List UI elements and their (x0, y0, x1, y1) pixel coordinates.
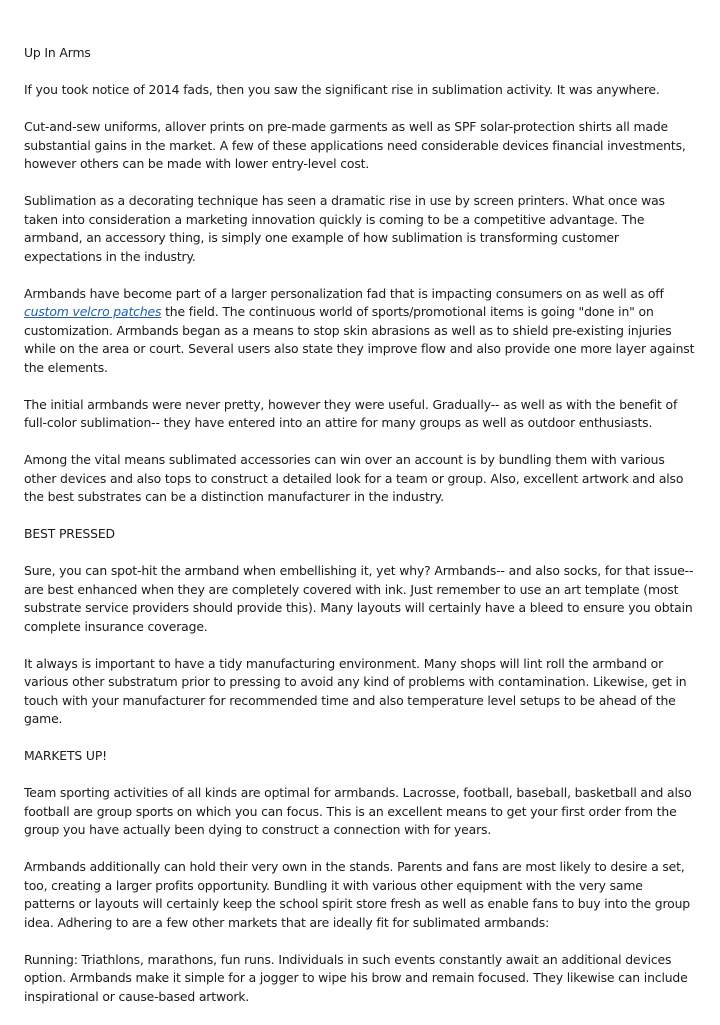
paragraph-team-sports: Team sporting activities of all kinds are optimal for armbands. Lacrosse, football, baseball, basketball and also football are group sports on which you can focus. This is an excellent means to get your first order from the group you have actually been dying to construct a connection with for years. (24, 785, 692, 837)
paragraph-personalization-start: Armbands have become part of a larger personalization fad that is impacting consumers on as well as off (24, 285, 664, 301)
paragraph-stands: Armbands additionally can hold their very own in the stands. Parents and fans are most likely to desire a set, too, creating a larger profits opportunity. Bundling it with various other equipment with the very same patterns or layouts will certainly keep the school spirit store fresh as well as enable fans to buy into the group idea. Adhering to are a few other markets that are ideally fit for sublimated armbands: (24, 859, 691, 930)
paragraph-environment: It always is important to have a tidy manufacturing environment. Many shops will lint roll the armband or various other substratum prior to pressing to avoid any kind of problems with contamination. Likewise, get in touch with your manufacturer for recommended time and also temperature level setups to be ahead of the game. (24, 655, 687, 726)
heading-best-pressed: BEST PRESSED (24, 526, 115, 541)
paragraph-personalization-end: the field. The continuous world of sports/promotional items is going "done in" on customization. Armbands began as a means to stop skin abrasions as well as to shield pre-existing injuries while on the area or court. Several users also state they improve flow and also provide one more layer against the elements. (24, 304, 695, 375)
paragraph-bundling: Among the vital means sublimated accessories can win over an account is by bundling them with various other devices and also tops to construct a detailed look for a team or group. Also, excellent artwork and also the best substrates can be a distinction manufacturer in the industry. (24, 452, 684, 504)
paragraph-sublimation: Sublimation as a decorating technique has seen a dramatic rise in use by screen printers. What once was taken into consideration a marketing innovation quickly is coming to be a competitive advantage. The armband, an accessory thing, is simply one example of how sublimation is transforming customer expectations in the industry. (24, 193, 665, 264)
heading-markets-up: MARKETS UP! (24, 748, 107, 763)
paragraph-spot-hit: Sure, you can spot-hit the armband when embellishing it, yet why? Armbands-- and also socks, for that issue-- are best enhanced when they are completely covered with ink. Just remember to use an art template (most substrate service providers should provide this). Many layouts will certainly have a bleed to ensure you obtain complete insurance coverage. (24, 563, 694, 634)
paragraph-intro: If you took notice of 2014 fads, then you saw the significant rise in sublimation activity. It was anywhere. (24, 82, 660, 97)
paragraph-initial-armbands: The initial armbands were never pretty, however they were useful. Gradually-- as well as with the benefit of full-color sublimation-- they have entered into an attire for many groups as well as outdoor enthusiasts. (24, 396, 678, 430)
article-body (24, 44, 696, 1025)
paragraph-running: Running: Triathlons, marathons, fun runs. Individuals in such events constantly await an additional devices option. Armbands make it simple for a jogger to wipe his brow and remain focused. They likewise can include inspirational or cause-based artwork. (24, 951, 688, 1004)
custom-velcro-patches-link[interactable]: custom velcro patches (24, 304, 162, 319)
paragraph-uniforms: Cut-and-sew uniforms, allover prints on pre-made garments as well as SPF solar-protection shirts all made substantial gains in the market. A few of these applications need considerable devices financial investments, however others can be made with lower entry-level cost. (24, 119, 686, 171)
paragraph-personalization (24, 285, 696, 378)
article-title: Up In Arms (24, 45, 91, 60)
